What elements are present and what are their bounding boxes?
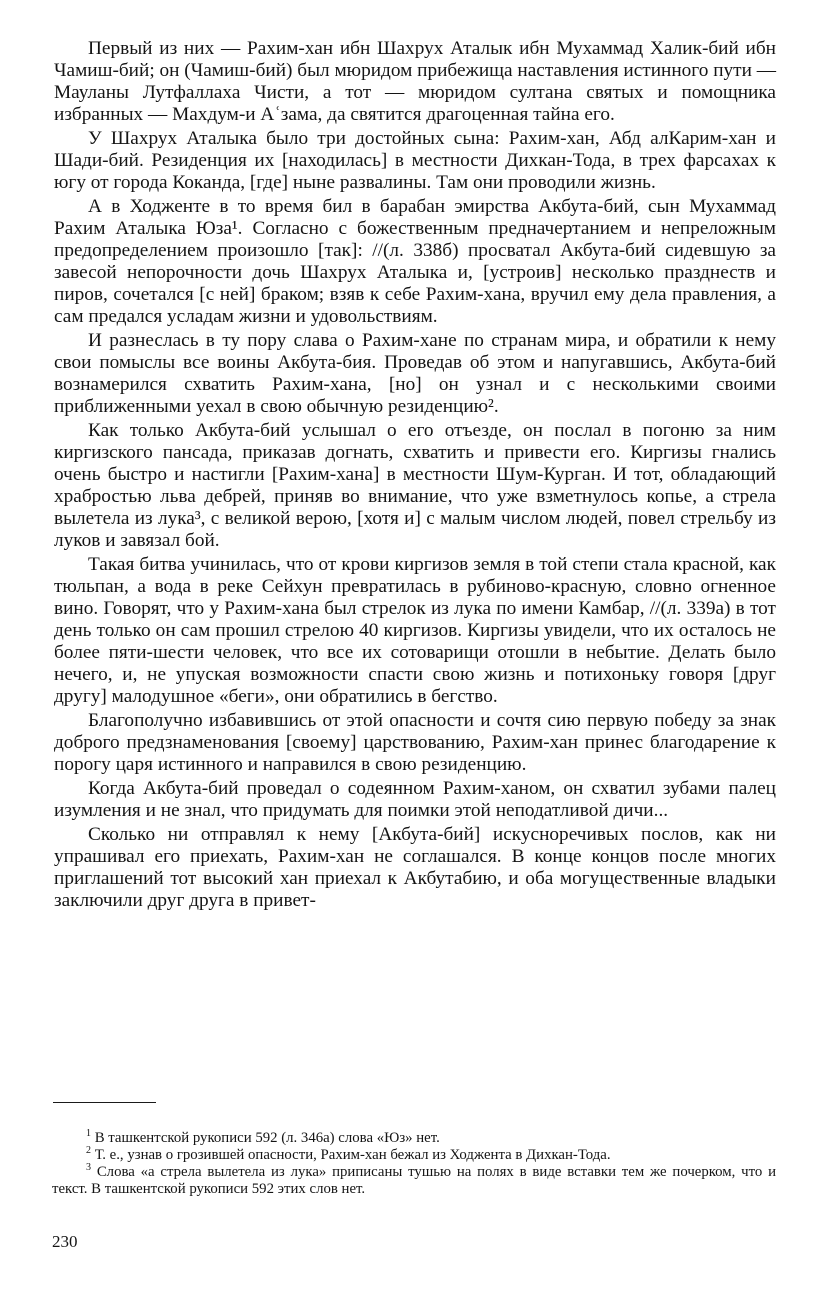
- paragraph: Сколько ни отправлял к нему [Акбута-бий] искусноречивых послов, как ни упрашивал его приехать, Рахим-хан не соглашался. В конце концов после многих приглашений тот высокий хан приехал к Акбутабию, и оба могущественные владыки заключили друг друга в привет-: [54, 824, 776, 911]
- paragraph: У Шахрух Аталыка было три достойных сына: Рахим-хан, Абд алКарим-хан и Шади-бий. Резиденция их [находилась] в местности Дихкан-Тода, в трех фарсахах к югу от города Коканда, [где] ныне развалины. Там они проводили жизнь.: [54, 128, 776, 193]
- main-text: [54, 38, 776, 914]
- footnote: [52, 1164, 776, 1198]
- page-number: 230: [52, 1232, 78, 1251]
- footnote: [52, 1130, 776, 1147]
- paragraph: Первый из них — Рахим-хан ибн Шахрух Аталык ибн Мухаммад Халик-бий ибн Чамиш-бий; он (Чамиш-бий) был мюридом прибежища наставления истинного пути — Мауланы Лутфаллаха Чисти, а тот — мюридом султана святых и помощника избранных — Махдум-и Аʿзама, да святится драгоценная тайна его.: [54, 38, 777, 125]
- footnote: [52, 1147, 776, 1164]
- footnote-text: Т. е., узнав о грозившей опасности, Рахим-хан бежал из Ходжента в Дихкан-Тода.: [94, 1147, 611, 1163]
- paragraph: Благополучно избавившись от этой опасности и сочтя сию первую победу за знак доброго предзнаменования [своему] царствованию, Рахим-хан принес благодарение к порогу царя истинного и направился в свою резиденцию.: [54, 710, 776, 775]
- paragraph: А в Ходженте в то время бил в барабан эмирства Акбута-бий, сын Мухаммад Рахим Аталыка Юза¹. Согласно с божественным предначертанием и непреложным предопределением произошло [так]: //(л. 338б) просватал Акбута-бий сидевшую за завесой непорочности дочь Шахрух Аталыка и, [устроив] несколько празднеств и пиров, сочетался [с ней] браком; взяв к себе Рахим-хана, вручил ему дела правления, а сам предался усладам жизни и удовольствиям.: [54, 196, 776, 327]
- paragraph: Такая битва учинилась, что от крови киргизов земля в той степи стала красной, как тюльпан, а вода в реке Сейхун превратилась в рубиново-красную, словно огненное вино. Говорят, что у Рахим-хана был стрелок из лука по имени Камбар, //(л. 339а) в тот день только он сам прошил стрелою 40 киргизов. Киргизы увидели, что их осталось не более пяти-шести человек, что все их сотоварищи отошли в небытие. Делать было нечего, и, не упуская возможности спасти свою жизнь и потихоньку говоря [друг другу] малодушное «беги», они обратились в бегство.: [54, 554, 776, 707]
- paragraph: Как только Акбута-бий услышал о его отъезде, он послал в погоню за ним киргизского пансада, приказав догнать, схватить и привести его. Киргизы гнались очень быстро и настигли [Рахим-хана] в местности Шум-Курган. И тот, обладающий храбростью льва дебрей, приняв во внимание, что уже взметнулось копье, а стрела вылетела из лука³, с великой верою, [хотя и] с малым числом людей, повел стрельбу из луков и завязал бой.: [54, 420, 776, 551]
- footnote-mark: 1: [86, 1128, 91, 1140]
- paragraph: И разнеслась в ту пору слава о Рахим-хане по странам мира, и обратили к нему свои помыслы все воины Акбута-бия. Проведав об этом и напугавшись, Акбута-бий вознамерился схватить Рахим-хана, [но] он узнал и с несколькими своими приближенными уехал в свою обычную резиденцию².: [54, 330, 776, 417]
- footnote-mark: 2: [86, 1145, 91, 1157]
- paragraph: Когда Акбута-бий проведал о содеянном Рахим-ханом, он схватил зубами палец изумления и не знал, что придумать для поимки этой неподатливой дичи...: [54, 778, 776, 821]
- footnote-separator: [53, 1102, 156, 1103]
- footnote-text: В ташкентской рукописи 592 (л. 346а) слова «Юз» нет.: [94, 1130, 440, 1146]
- footnote-mark: 3: [86, 1162, 91, 1174]
- footnotes: [52, 1130, 776, 1198]
- footnote-text: Слова «а стрела вылетела из лука» приписаны тушью на полях в виде вставки тем же почерком, что и текст. В ташкентской рукописи 592 этих слов нет.: [52, 1164, 776, 1197]
